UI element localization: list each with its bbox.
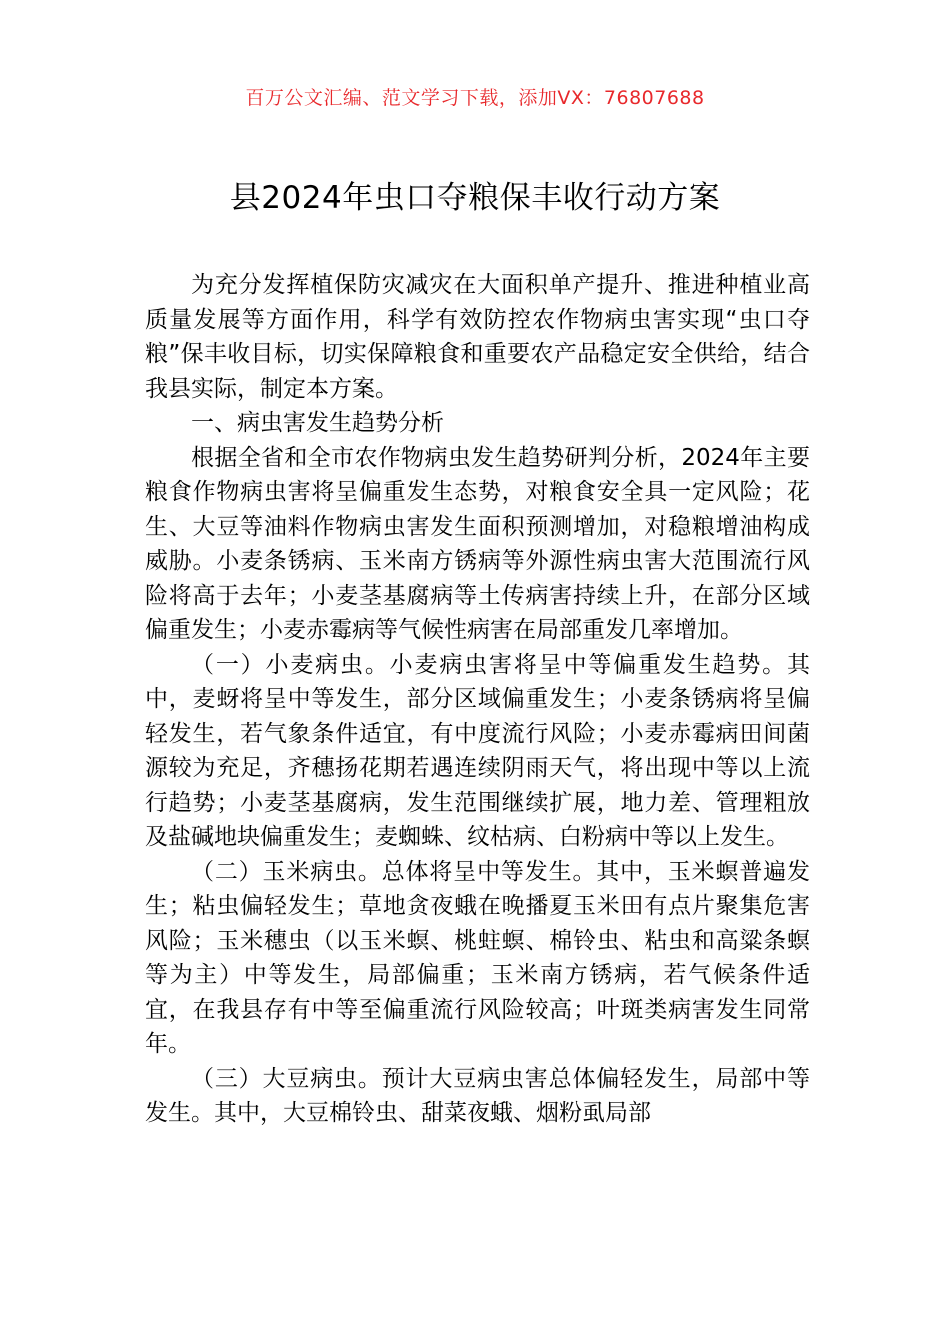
paragraph-soybean-pests: （三）大豆病虫。预计大豆病虫害总体偏轻发生，局部中等发生。其中，大豆棉铃虫、甜菜夜蛾、烟粉虱局部 bbox=[145, 1065, 810, 1126]
paragraph-intro: 为充分发挥植保防灾减灾在大面积单产提升、推进种植业高质量发展等方面作用，科学有效防控农作物病虫害实现“虫口夺粮”保丰收目标，切实保障粮食和重要农产品稳定安全供给，结合我县实际，制定本方案。 bbox=[145, 272, 810, 402]
paragraph-trend-analysis: 根据全省和全市农作物病虫发生趋势研判分析，2024年主要粮食作物病虫害将呈偏重发生态势，对粮食安全具一定风险；花生、大豆等油料作物病虫害发生面积预测增加，对稳粮增油构成威胁。小麦条锈病、玉米南方锈病等外源性病虫害大范围流行风险将高于去年；小麦茎基腐病等土传病害持续上升，在部分区域偏重发生；小麦赤霉病等气候性病害在局部重发几率增加。 bbox=[145, 444, 810, 643]
header-note: 百万公文汇编、范文学习下载，添加VX：76807688 bbox=[245, 87, 705, 109]
page-title: 县2024年虫口夺粮保丰收行动方案 bbox=[229, 180, 721, 216]
paragraph-wheat-pests: （一）小麦病虫。小麦病虫害将呈中等偏重发生趋势。其中，麦蚜将呈中等发生，部分区域偏重发生；小麦条锈病将呈偏轻发生，若气象条件适宜，有中度流行风险；小麦赤霉病田间菌源较为充足，齐穗扬花期若遇连续阴雨天气，将出现中等以上流行趋势；小麦茎基腐病，发生范围继续扩展，地力差、管理粗放及盐碱地块偏重发生；麦蜘蛛、纹枯病、白粉病中等以上发生。 bbox=[145, 651, 810, 850]
paragraph-corn-pests: （二）玉米病虫。总体将呈中等发生。其中，玉米螟普遍发生；粘虫偏轻发生；草地贪夜蛾在晚播夏玉米田有点片聚集危害风险；玉米穗虫（以玉米螟、桃蛀螟、棉铃虫、粘虫和高粱条螟等为主）中等发生，局部偏重；玉米南方锈病，若气候条件适宜，在我县存有中等至偏重流行风险较高；叶斑类病害发生同常年。 bbox=[145, 858, 810, 1057]
section-heading-1: 一、病虫害发生趋势分析 bbox=[191, 410, 444, 436]
body-text bbox=[145, 268, 810, 1131]
